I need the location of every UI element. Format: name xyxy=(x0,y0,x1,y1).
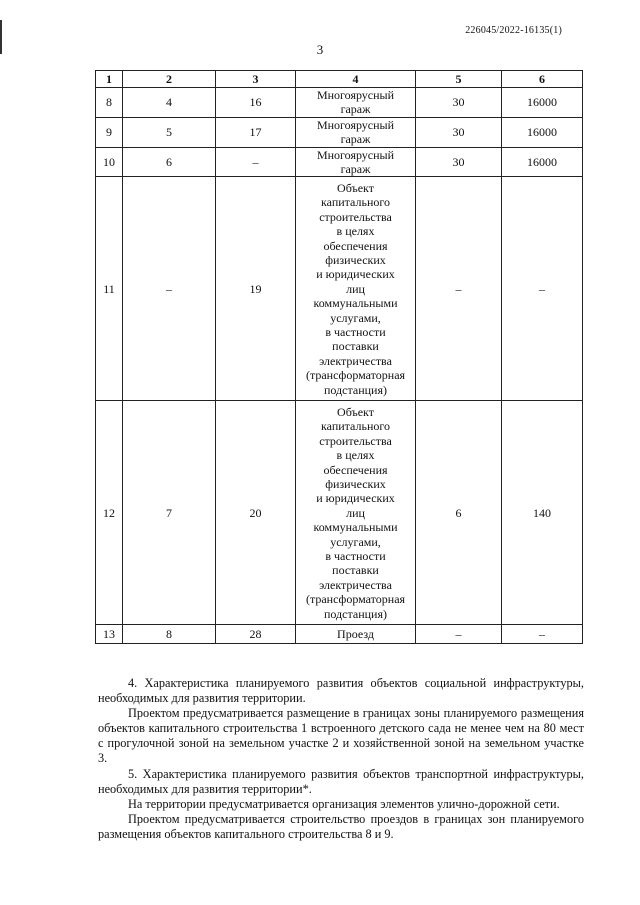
paragraph: На территории предусматривается организация элементов улично-дорожной сети. xyxy=(128,796,560,811)
table-cell: 13 xyxy=(96,625,123,644)
table-row xyxy=(96,147,583,177)
planning-table xyxy=(95,70,583,644)
table-cell: 4 xyxy=(123,88,216,118)
column-header: 4 xyxy=(296,71,416,88)
table-cell: – xyxy=(416,177,502,401)
table-cell: 19 xyxy=(216,177,296,401)
document-number: 226045/2022-16135(1) xyxy=(465,25,562,36)
table-cell: 16 xyxy=(216,88,296,118)
body-text xyxy=(98,676,584,842)
column-header: 6 xyxy=(502,71,583,88)
column-header: 1 xyxy=(96,71,123,88)
table-cell: Проезд xyxy=(296,625,416,644)
table-cell: – xyxy=(416,625,502,644)
table-cell: Объект капитального строительства в целях обеспечения физических и юридических лиц коммунальными услугами, в частности поставки электричества (трансформаторная подстанция) xyxy=(296,177,416,401)
paragraph: Проектом предусматривается размещение в границах зоны планируемого размещения объектов капитального строительства 1 встроенного детского сада не менее чем на 80 мест с прогулочной зоной на земельном участке 2 и хозяйственной зоной на земельном участке 3. xyxy=(98,706,584,766)
table-cell: 10 xyxy=(96,147,123,177)
table-cell: 30 xyxy=(416,147,502,177)
section-heading-social: 4. Характеристика планируемого развития объектов социальной инфраструктуры, необходимых для развития территории. xyxy=(98,676,584,706)
column-header: 5 xyxy=(416,71,502,88)
table-row xyxy=(96,401,583,625)
table-row xyxy=(96,625,583,644)
table-row xyxy=(96,88,583,118)
table-cell: 6 xyxy=(123,147,216,177)
table-cell: 16000 xyxy=(502,88,583,118)
table-row xyxy=(96,177,583,401)
table-cell: – xyxy=(502,625,583,644)
table-cell: 11 xyxy=(96,177,123,401)
table-cell: Объект капитального строительства в целях обеспечения физических и юридических лиц коммунальными услугами, в частности поставки электричества (трансформаторная подстанция) xyxy=(296,401,416,625)
table-cell: 30 xyxy=(416,117,502,147)
paragraph: Проектом предусматривается строительство проездов в границах зон планируемого размещения объектов капитального строительства 8 и 9. xyxy=(98,811,584,841)
table-row xyxy=(96,117,583,147)
page-number: 3 xyxy=(316,42,324,57)
table-cell: Многоярусный гараж xyxy=(296,147,416,177)
table-cell: 30 xyxy=(416,88,502,118)
table-cell: 17 xyxy=(216,117,296,147)
table-cell: 6 xyxy=(416,401,502,625)
table-cell: 9 xyxy=(96,117,123,147)
column-header: 2 xyxy=(123,71,216,88)
table-cell: 16000 xyxy=(502,147,583,177)
table-cell: 16000 xyxy=(502,117,583,147)
table-cell: Многоярусный гараж xyxy=(296,117,416,147)
section-heading-transport: 5. Характеристика планируемого развития объектов транспортной инфраструктуры, необходимых для развития территории*. xyxy=(98,766,584,796)
table-header-row xyxy=(96,71,583,88)
table-cell: – xyxy=(216,147,296,177)
table-cell: 5 xyxy=(123,117,216,147)
table-cell: 7 xyxy=(123,401,216,625)
table-cell: – xyxy=(123,177,216,401)
table-cell: – xyxy=(502,177,583,401)
table-cell: 28 xyxy=(216,625,296,644)
column-header: 3 xyxy=(216,71,296,88)
table-cell: 8 xyxy=(96,88,123,118)
table-cell: Многоярусный гараж xyxy=(296,88,416,118)
table-cell: 140 xyxy=(502,401,583,625)
table-cell: 8 xyxy=(123,625,216,644)
table-cell: 12 xyxy=(96,401,123,625)
table-cell: 20 xyxy=(216,401,296,625)
